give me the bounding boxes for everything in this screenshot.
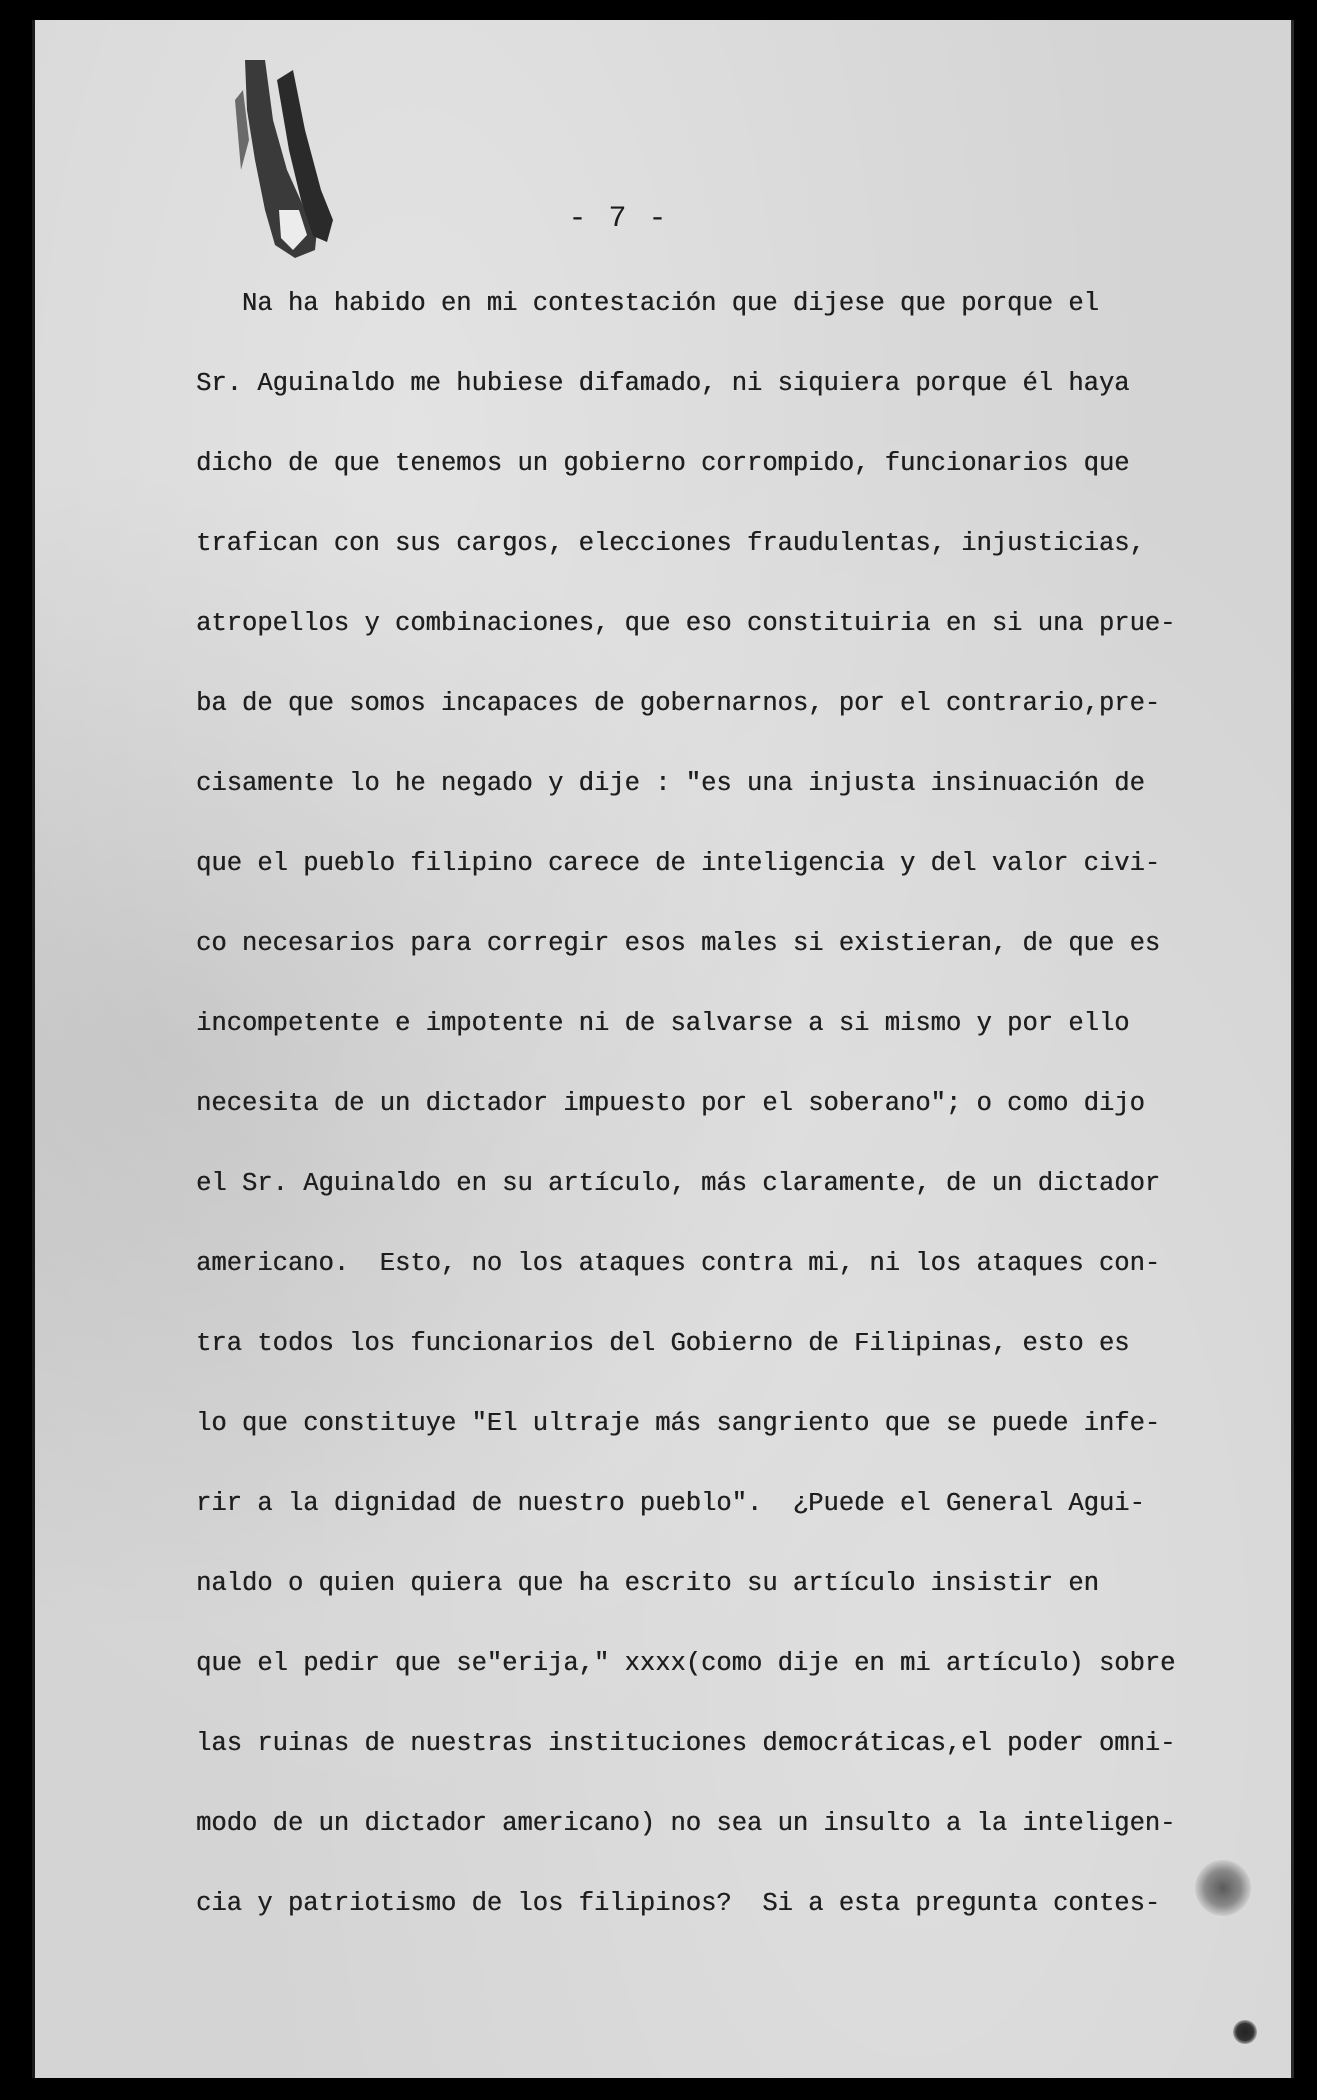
text-line: cisamente lo he negado y dije : "es una injusta insinuación de bbox=[196, 769, 1145, 798]
text-line: ba de que somos incapaces de gobernarnos, por el contrario,pre- bbox=[196, 689, 1161, 718]
text-line: americano. Esto, no los ataques contra mi, ni los ataques con- bbox=[196, 1249, 1161, 1278]
text-line: incompetente e impotente ni de salvarse a si mismo y por ello bbox=[196, 1009, 1130, 1038]
text-line: que el pueblo filipino carece de inteligencia y del valor civi- bbox=[196, 849, 1161, 878]
text-line: dicho de que tenemos un gobierno corrompido, funcionarios que bbox=[196, 449, 1130, 478]
text-line: las ruinas de nuestras instituciones democráticas,el poder omni- bbox=[196, 1729, 1176, 1758]
text-line: lo que constituye "El ultraje más sangriento que se puede infe- bbox=[196, 1409, 1161, 1438]
ink-spot bbox=[1233, 2020, 1257, 2044]
text-line: Sr. Aguinaldo me hubiese difamado, ni siquiera porque él haya bbox=[196, 369, 1130, 398]
text-line: cia y patriotismo de los filipinos? Si a esta pregunta contes- bbox=[196, 1889, 1161, 1918]
text-line: que el pedir que se"erija," xxxx(como dije en mi artículo) sobre bbox=[196, 1649, 1176, 1678]
text-line: atropellos y combinaciones, que eso constituiria en si una prue- bbox=[196, 609, 1176, 638]
text-line: co necesarios para corregir esos males si existieran, de que es bbox=[196, 929, 1161, 958]
text-line: necesita de un dictador impuesto por el soberano"; o como dijo bbox=[196, 1089, 1145, 1118]
text-line: naldo o quien quiera que ha escrito su artículo insistir en bbox=[196, 1569, 1099, 1598]
text-line: el Sr. Aguinaldo en su artículo, más claramente, de un dictador bbox=[196, 1169, 1161, 1198]
text-line: tra todos los funcionarios del Gobierno de Filipinas, esto es bbox=[196, 1329, 1130, 1358]
text-line: Na ha habido en mi contestación que dijese que porque el bbox=[196, 289, 1099, 318]
text-line: rir a la dignidad de nuestro pueblo". ¿Puede el General Agui- bbox=[196, 1489, 1145, 1518]
typed-text-body bbox=[196, 282, 1226, 1962]
text-line: modo de un dictador americano) no sea un insulto a la inteligen- bbox=[196, 1809, 1176, 1838]
text-line: trafican con sus cargos, elecciones fraudulentas, injusticias, bbox=[196, 529, 1145, 558]
page-number: - 7 - bbox=[568, 202, 669, 236]
